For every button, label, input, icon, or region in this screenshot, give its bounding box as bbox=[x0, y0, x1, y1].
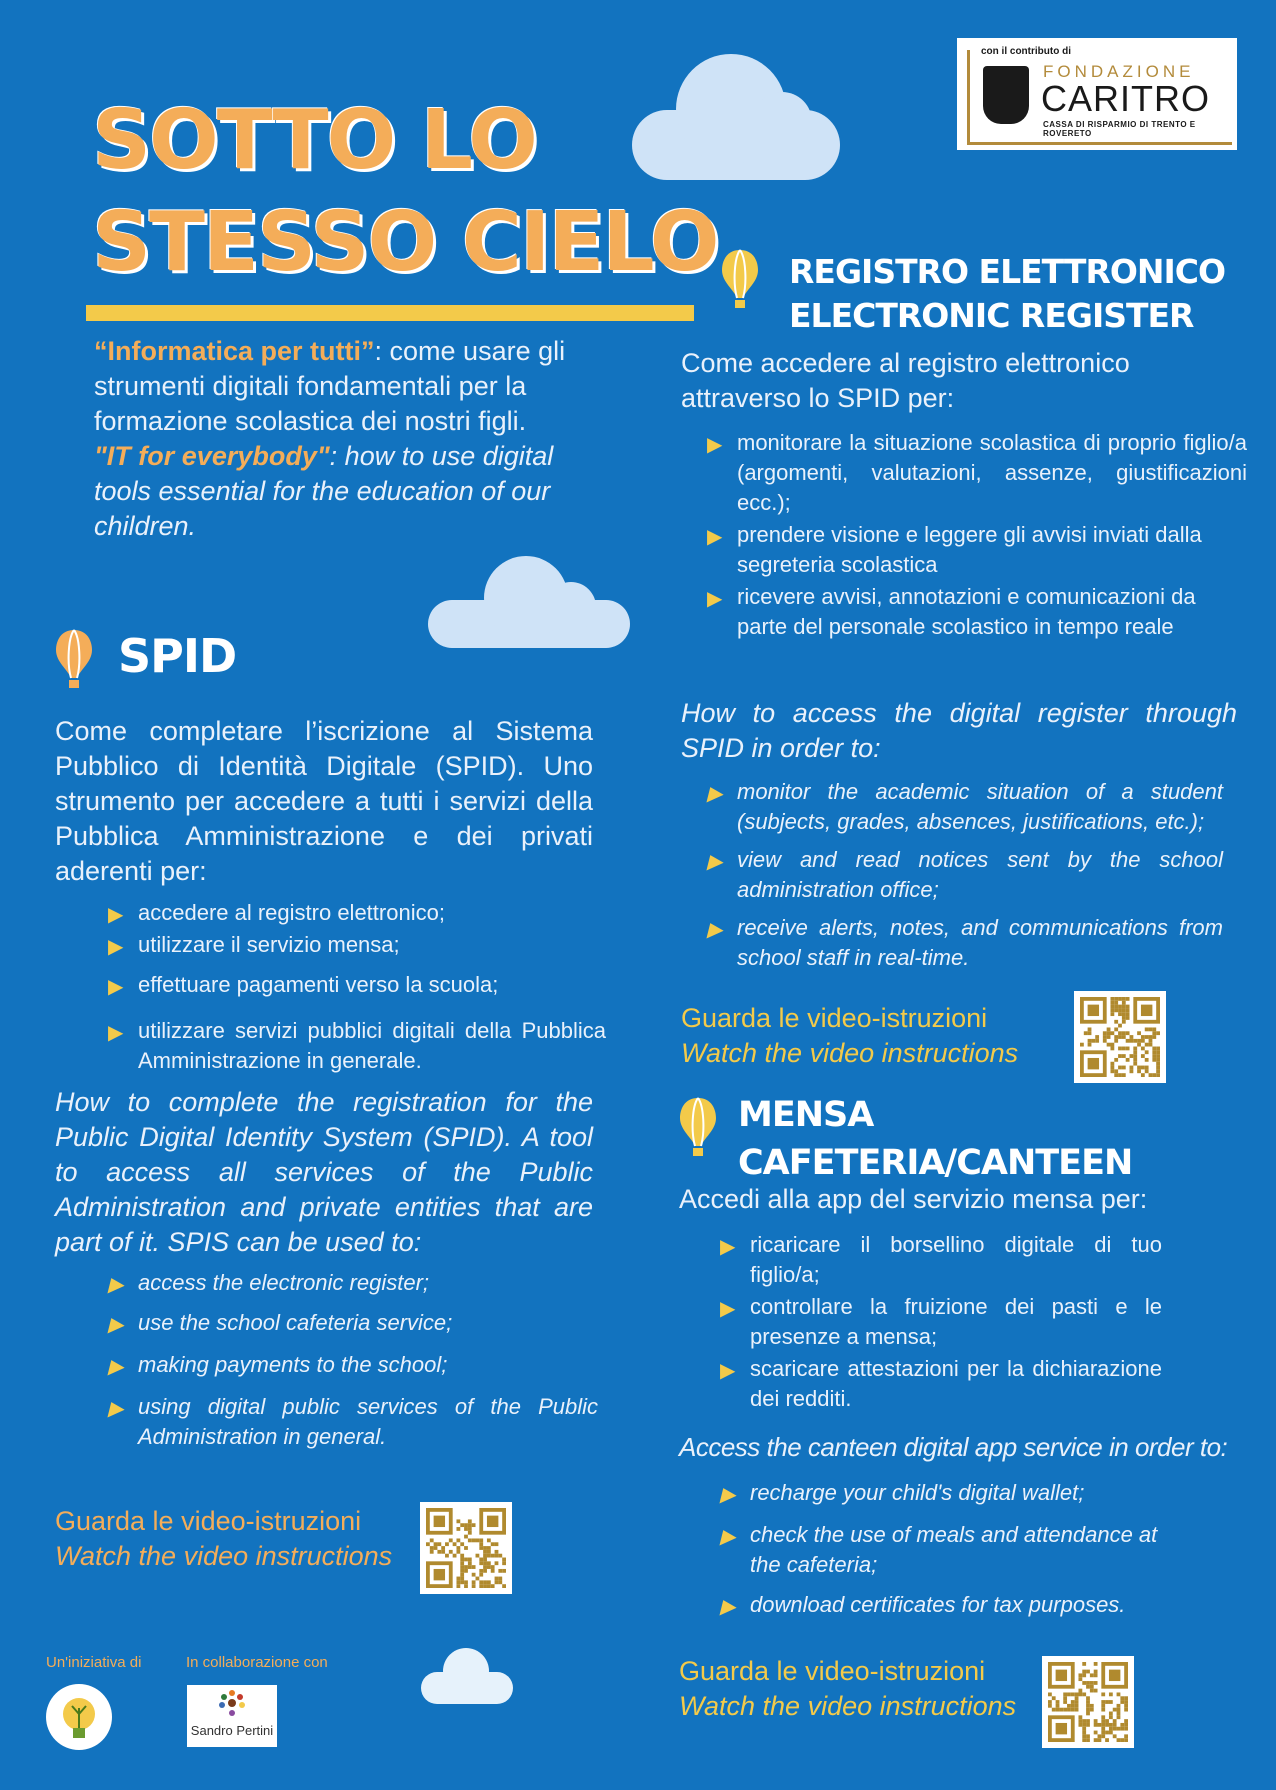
cta-it: Guarda le video-istruzioni bbox=[55, 1506, 362, 1536]
arrow-icon: ▶ bbox=[707, 783, 723, 805]
qr-code-icon bbox=[1080, 997, 1160, 1077]
sponsor-contrib-label: con il contributo di bbox=[981, 46, 1071, 57]
list-item: ▶ ricevere avvisi, annotazioni e comunicazioni da parte del personale scolastico in tempo reale bbox=[707, 584, 1196, 639]
arrow-icon: ▶ bbox=[720, 1484, 736, 1506]
cloud-decoration bbox=[632, 110, 840, 180]
arrow-icon: ▶ bbox=[108, 936, 124, 958]
registro-it-list bbox=[707, 428, 1247, 642]
mensa-heading-en: CAFETERIA/CANTEEN bbox=[738, 1143, 1133, 1183]
spid-en-paragraph: How to complete the registration for the Public Digital Identity System (SPID). A tool to access all services of the Public Administration and private entities that are part of it. SPIS can be used to: bbox=[55, 1087, 593, 1257]
arrow-icon: ▶ bbox=[108, 1356, 124, 1378]
cta-it: Guarda le video-istruzioni bbox=[679, 1656, 986, 1686]
mensa-it-paragraph: Accedi alla app del servizio mensa per: bbox=[679, 1184, 1148, 1214]
mensa-it-list bbox=[720, 1230, 1162, 1414]
spid-heading: SPID bbox=[118, 629, 237, 683]
sponsor-fondazione: FONDAZIONE bbox=[1043, 62, 1195, 81]
balloon-icon bbox=[54, 628, 94, 690]
list-item: ▶ making payments to the school; bbox=[108, 1350, 598, 1380]
list-item: ▶ controllare la fruizione dei pasti e le presenze a mensa; bbox=[720, 1294, 1162, 1349]
mensa-heading bbox=[738, 1091, 1132, 1187]
arrow-icon: ▶ bbox=[108, 1022, 124, 1044]
sponsor-cassa: CASSA DI RISPARMIO DI TRENTO E ROVERETO bbox=[1043, 120, 1196, 138]
sponsor-logo bbox=[957, 38, 1237, 150]
registro-heading-it: REGISTRO ELETTRONICO bbox=[789, 252, 1226, 291]
arrow-icon: ▶ bbox=[707, 919, 723, 941]
arrow-icon: ▶ bbox=[108, 1398, 124, 1420]
mensa-heading-it: MENSA bbox=[738, 1095, 874, 1135]
mensa-en-paragraph: Access the canteen digital app service in order to: bbox=[679, 1432, 1228, 1462]
title-line-1: SOTTO LO bbox=[92, 93, 536, 188]
list-item: ▶ ricaricare il borsellino digitale di tuo figlio/a; bbox=[720, 1232, 1162, 1287]
list-item: ▶ download certificates for tax purposes. bbox=[720, 1590, 1170, 1620]
list-item: ▶ utilizzare servizi pubblici digitali della Pubblica Amministrazione in generale. bbox=[108, 1018, 606, 1073]
intro-en-highlight: "IT for everybody" bbox=[94, 441, 330, 471]
arrow-icon: ▶ bbox=[707, 588, 723, 610]
arrow-icon: ▶ bbox=[720, 1298, 736, 1320]
balloon-icon bbox=[720, 248, 760, 310]
registro-en-list bbox=[707, 777, 1223, 973]
intro-it-text: : come usare gli strumenti digitali fondamentali per la formazione scolastica dei nostri figli. bbox=[94, 336, 566, 436]
cta-en: Watch the video instructions bbox=[681, 1038, 1019, 1068]
arrow-icon: ▶ bbox=[720, 1526, 736, 1548]
qr-code[interactable] bbox=[1042, 1656, 1134, 1748]
cta-it: Guarda le video-istruzioni bbox=[681, 1003, 988, 1033]
intro-text bbox=[94, 334, 572, 544]
arrow-icon: ▶ bbox=[108, 904, 124, 926]
qr-code[interactable] bbox=[420, 1502, 512, 1594]
cta-en: Watch the video instructions bbox=[679, 1691, 1017, 1721]
initiative-logo bbox=[46, 1684, 112, 1750]
spid-it-list bbox=[108, 898, 606, 1076]
lightbulb-icon bbox=[46, 1684, 112, 1750]
arrow-icon: ▶ bbox=[108, 976, 124, 998]
list-item: ▶ recharge your child's digital wallet; bbox=[720, 1478, 1170, 1508]
list-item: ▶ use the school cafeteria service; bbox=[108, 1308, 598, 1338]
list-item: ▶ prendere visione e leggere gli avvisi inviati dalla segreteria scolastica bbox=[707, 522, 1202, 577]
mensa-en-list bbox=[720, 1478, 1170, 1620]
arrow-icon: ▶ bbox=[720, 1596, 736, 1618]
qr-code-icon bbox=[426, 1508, 506, 1588]
qr-code-icon bbox=[1048, 1662, 1128, 1742]
arrow-icon: ▶ bbox=[108, 1314, 124, 1336]
intro-it-highlight: “Informatica per tutti” bbox=[94, 336, 375, 366]
list-item: ▶ access the electronic register; bbox=[108, 1268, 598, 1298]
footer-collab-label: In collaborazione con bbox=[186, 1654, 328, 1671]
list-item: ▶ accedere al registro elettronico; bbox=[108, 898, 606, 928]
list-item: ▶ utilizzare il servizio mensa; bbox=[108, 930, 606, 960]
intro-en-text: : how to use digital tools essential for the education of our children. bbox=[94, 441, 554, 541]
registro-it-paragraph: Come accedere al registro elettronico attraverso lo SPID per: bbox=[681, 348, 1130, 413]
list-item: ▶ scaricare attestazioni per la dichiarazione dei redditi. bbox=[720, 1356, 1162, 1411]
partner-name: Sandro Pertini bbox=[190, 1723, 274, 1738]
list-item: ▶ view and read notices sent by the school administration office; bbox=[707, 847, 1223, 902]
list-item: ▶ receive alerts, notes, and communications from school staff in real-time. bbox=[707, 915, 1223, 970]
mensa-video-cta[interactable] bbox=[679, 1654, 1016, 1724]
footer-initiative-label: Un'iniziativa di bbox=[46, 1654, 142, 1671]
arrow-icon: ▶ bbox=[707, 434, 723, 456]
arrow-icon: ▶ bbox=[707, 851, 723, 873]
page-title bbox=[92, 90, 717, 294]
registro-heading bbox=[789, 250, 1225, 338]
arrow-icon: ▶ bbox=[707, 526, 723, 548]
title-line-2: STESSO CIELO bbox=[92, 195, 718, 290]
sponsor-caritro: CARITRO bbox=[1041, 78, 1210, 119]
list-item: ▶ check the use of meals and attendance at the cafeteria; bbox=[720, 1522, 1158, 1577]
balloon-icon bbox=[678, 1096, 718, 1158]
arrow-icon: ▶ bbox=[108, 1274, 124, 1296]
registro-en-paragraph: How to access the digital register through SPID in order to: bbox=[681, 698, 1237, 763]
list-item: ▶ effettuare pagamenti verso la scuola; bbox=[108, 970, 606, 1000]
cta-en: Watch the video instructions bbox=[55, 1541, 393, 1571]
list-item: ▶ using digital public services of the Public Administration in general. bbox=[108, 1394, 598, 1449]
registro-heading-en: ELECTRONIC REGISTER bbox=[789, 296, 1194, 335]
qr-code[interactable] bbox=[1074, 991, 1166, 1083]
cloud-decoration bbox=[421, 1672, 513, 1704]
title-underline bbox=[86, 305, 694, 321]
arrow-icon: ▶ bbox=[720, 1236, 736, 1258]
registro-video-cta[interactable] bbox=[681, 1001, 1018, 1071]
arrow-icon: ▶ bbox=[720, 1360, 736, 1382]
spid-en-list bbox=[108, 1268, 598, 1452]
spid-video-cta[interactable] bbox=[55, 1504, 392, 1574]
list-item: ▶ monitor the academic situation of a student (subjects, grades, absences, justifications, etc.); bbox=[707, 779, 1223, 834]
list-item: ▶ monitorare la situazione scolastica di proprio figlio/a (argomenti, valutazioni, assenze, giustificazioni ecc.); bbox=[707, 430, 1247, 515]
crest-icon bbox=[983, 66, 1029, 124]
partner-logo bbox=[187, 1685, 277, 1747]
cloud-decoration bbox=[428, 600, 630, 648]
spid-it-paragraph: Come completare l’iscrizione al Sistema Pubblico di Identità Digitale (SPID). Uno strumento per accedere a tutti i servizi della Pubblica Amministrazione e dei privati aderenti per: bbox=[55, 716, 593, 886]
